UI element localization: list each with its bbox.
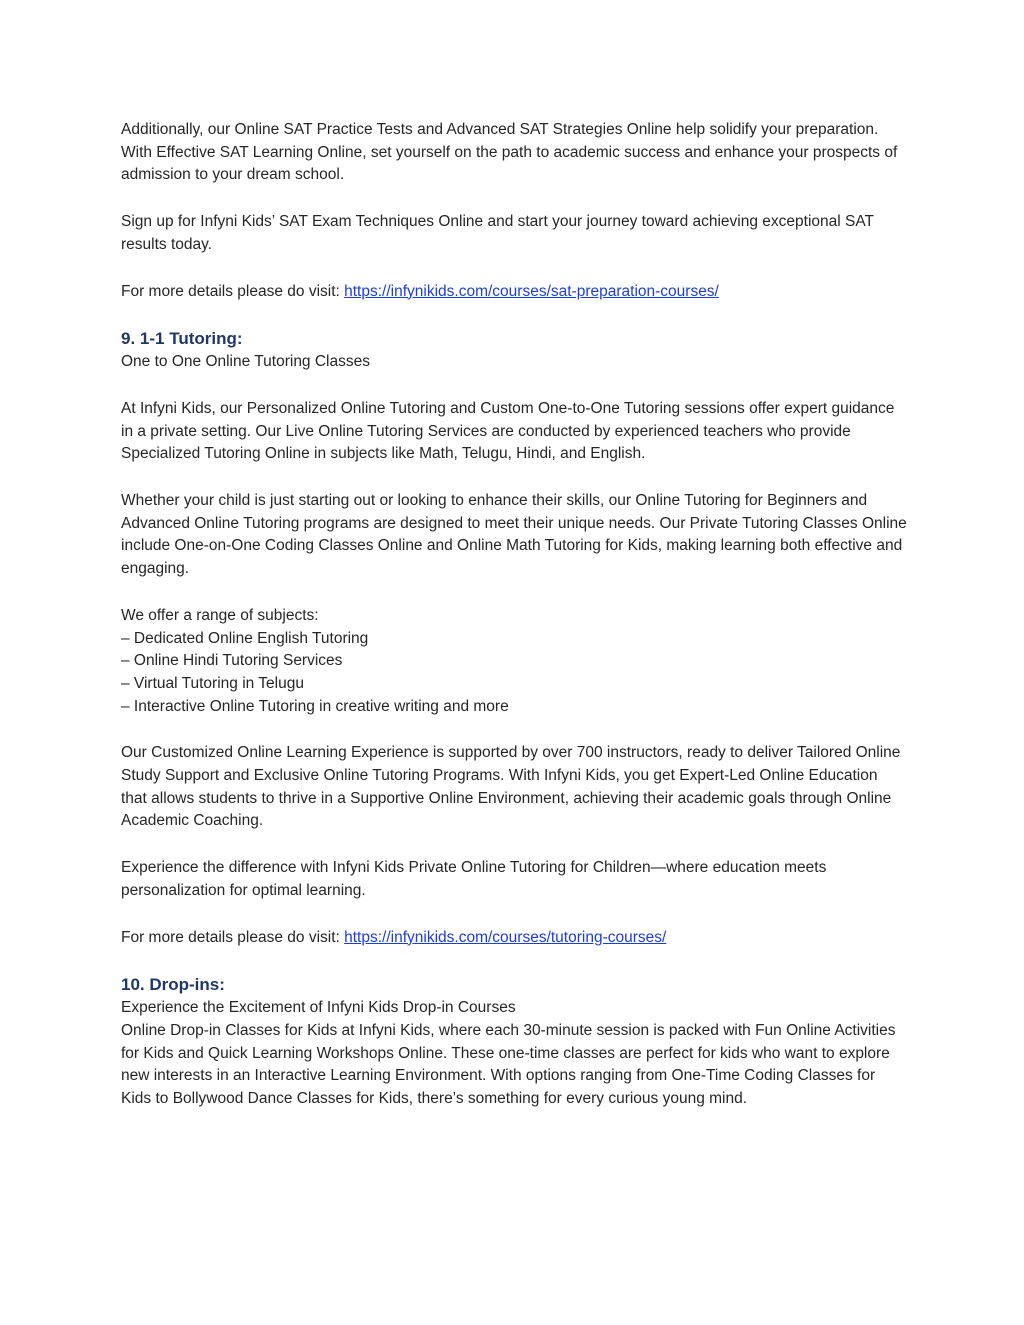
dropins-heading: 10. Drop-ins: bbox=[121, 975, 225, 995]
tutoring-courses-link[interactable]: https://infynikids.com/courses/tutoring-courses/ bbox=[344, 928, 667, 946]
list-item: – Interactive Online Tutoring in creative writing and more bbox=[121, 697, 509, 715]
tutoring-heading: 9. 1-1 Tutoring: bbox=[121, 329, 243, 349]
spacer bbox=[121, 581, 907, 605]
tutoring-details-prefix: For more details please do visit: bbox=[121, 928, 345, 946]
tutoring-paragraph-4: Experience the difference with Infyni Kids Private Online Tutoring for Children—where education meets personalization for optimal learning. bbox=[121, 859, 827, 899]
sat-details-line bbox=[121, 281, 907, 304]
subjects-intro: We offer a range of subjects: bbox=[121, 606, 319, 624]
spacer bbox=[121, 466, 907, 490]
document-page bbox=[121, 119, 907, 1111]
spacer bbox=[121, 374, 907, 398]
subject-list bbox=[121, 628, 907, 719]
sat-intro-paragraph: Additionally, our Online SAT Practice Tests and Advanced SAT Strategies Online help solidify your preparation. With Effective SAT Learning Online, set yourself on the path to academic success and enhance your prospects of admission to your dream school. bbox=[121, 121, 898, 184]
tutoring-paragraph-3: Our Customized Online Learning Experience is supported by over 700 instructors, ready to deliver Tailored Online Study Support and Exclusive Online Tutoring Programs. With Infyni Kids, you get Expert-Led Online Education that allows students to thrive in a Supportive Online Environment, achieving their academic goals through Online Academic Coaching. bbox=[121, 744, 901, 830]
tutoring-paragraph-2: Whether your child is just starting out or looking to enhance their skills, our Online Tutoring for Beginners and Advanced Online Tutoring programs are designed to meet their unique needs. Our Private Tutoring Classes Online include One-on-One Coding Classes Online and Online Math Tutoring for Kids, making learning both effective and engaging. bbox=[121, 492, 907, 578]
tutoring-paragraph-1: At Infyni Kids, our Personalized Online Tutoring and Custom One-to-One Tutoring sessions offer expert guidance in a private setting. Our Live Online Tutoring Services are conducted by experienced teachers who provide Specialized Tutoring Online in subjects like Math, Telugu, Hindi, and English. bbox=[121, 399, 895, 463]
list-item: – Virtual Tutoring in Telugu bbox=[121, 674, 304, 692]
sat-signup-paragraph: Sign up for Infyni Kids’ SAT Exam Techniques Online and start your journey toward achieving exceptional SAT results today. bbox=[121, 213, 874, 253]
dropins-subtitle: Experience the Excitement of Infyni Kids Drop-in Courses bbox=[121, 999, 516, 1017]
spacer bbox=[121, 903, 907, 927]
tutoring-subtitle: One to One Online Tutoring Classes bbox=[121, 353, 370, 371]
spacer bbox=[121, 833, 907, 857]
dropins-paragraph-1: Online Drop-in Classes for Kids at Infyni Kids, where each 30-minute session is packed with Fun Online Activities for Kids and Quick Learning Workshops Online. These one-time classes are perfect for kids who want to explore new interests in an Interactive Learning Environment. With options ranging from One-Time Coding Classes for Kids to Bollywood Dance Classes for Kids, there’s something for every curious young mind. bbox=[121, 1021, 896, 1108]
spacer bbox=[121, 187, 907, 211]
list-item: – Online Hindi Tutoring Services bbox=[121, 652, 343, 670]
spacer bbox=[121, 949, 907, 973]
spacer bbox=[121, 303, 907, 327]
list-item: – Dedicated Online English Tutoring bbox=[121, 629, 369, 647]
spacer bbox=[121, 718, 907, 742]
tutoring-details-line bbox=[121, 927, 907, 950]
spacer bbox=[121, 257, 907, 281]
sat-courses-link[interactable]: https://infynikids.com/courses/sat-preparation-courses/ bbox=[344, 282, 719, 300]
sat-details-prefix: For more details please do visit: bbox=[121, 282, 345, 300]
